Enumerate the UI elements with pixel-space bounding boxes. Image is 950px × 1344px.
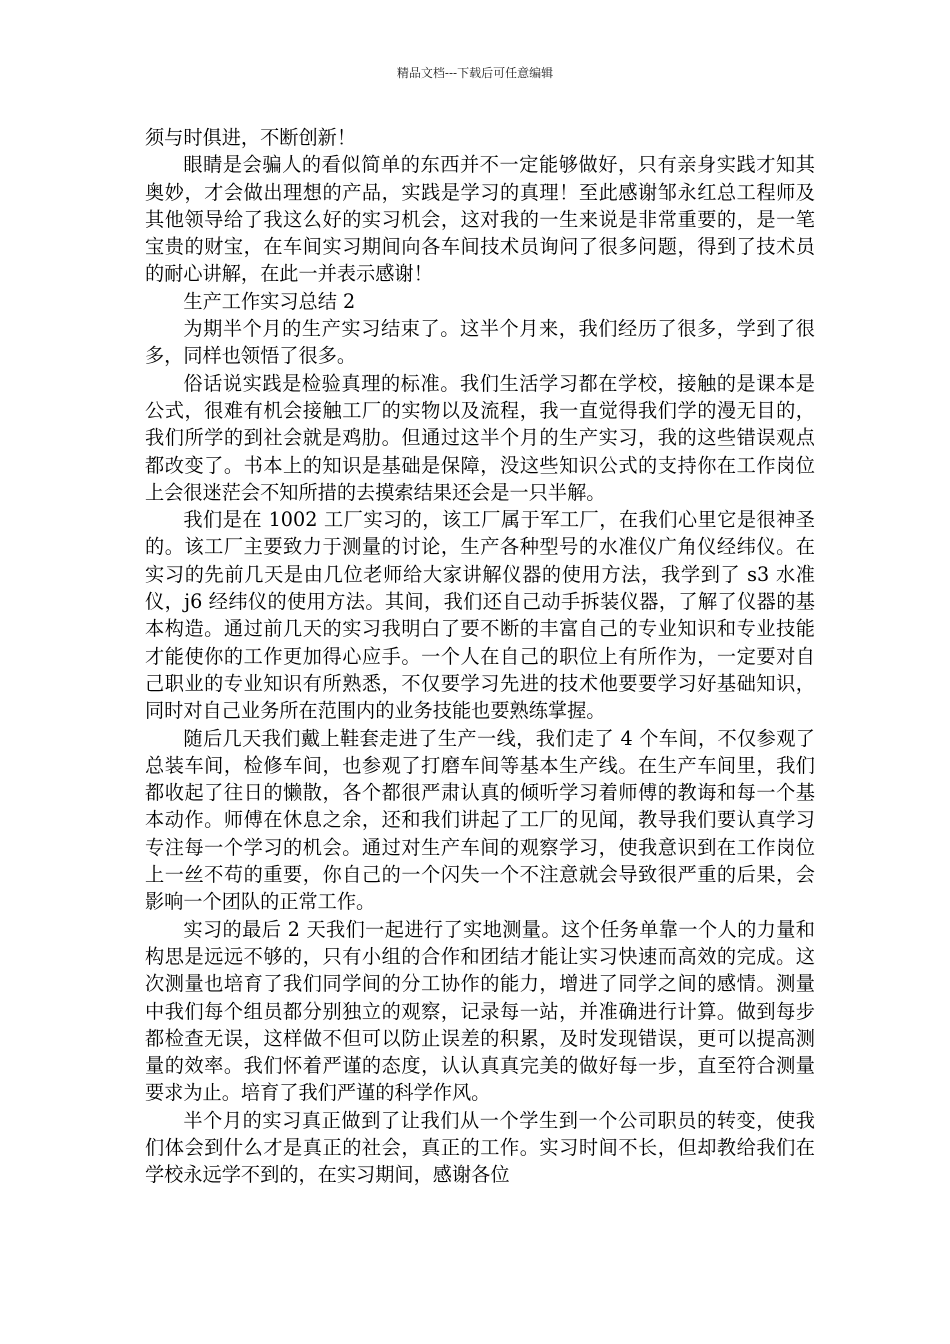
paragraph-workshop: 随后几天我们戴上鞋套走进了生产一线，我们走了 4 个车间，不仅参观了总装车间，检修车间，也参观了打磨车间等基本生产线。在生产车间里，我们都收起了往日的懒散，各个都很严肃认真的倾听学习着师傅的教诲和每一个基本动作。师傅在休息之余，还和我们讲起了工厂的见闻，教导我们要认真学习专注每一个学习的机会。通过对生产车间的观察学习，使我意识到在工作岗位上一丝不苟的重要，你自己的一个闪失一个不注意就会导致很严重的后果，会影响一个团队的正常工作。 [145,726,815,914]
paragraph-summary: 半个月的实习真正做到了让我们从一个学生到一个公司职员的转变，使我们体会到什么才是真正的社会，真正的工作。实习时间不长，但却教给我们在学校永远学不到的，在实习期间，感谢各位 [145,1108,815,1187]
page-header: 精品文档---下载后可任意编辑 [396,66,554,80]
paragraph-factory: 我们是在 1002 工厂实习的，该工厂属于军工厂，在我们心里它是很神圣的。该工厂主要致力于测量的讨论，生产各种型号的水准仪广角仪经纬仪。在实习的先前几天是由几位老师给大家讲解仪器的使用方法，我学到了 s3 水准仪，j6 经纬仪的使用方法。其间，我们还自己动手拆装仪器，了解了仪器的基本构造。通过前几天的实习我明白了要不断的丰富自己的专业知识和专业技能才能使你的工作更加得心应手。一个人在自己的职位上有所作为，一定要对自己职业的专业知识有所熟悉，不仅要学习先进的技术他要要学习好基础知识，同时对自己业务所在范围内的业务技能也要熟练掌握。 [145,508,815,723]
section-title: 生产工作实习总结 2 [183,289,356,313]
paragraph-continuation: 须与时俱进，不断创新！ [145,126,357,149]
paragraph-practice: 俗话说实践是检验真理的标准。我们生活学习都在学校，接触的是课本是公式，很难有机会接触工厂的实物以及流程，我一直觉得我们学的漫无目的，我们所学的到社会就是鸡肋。但通过这半个月的生产实习，我的这些错误观点都改变了。书本上的知识是基础是保障，没这些知识公式的支持你在工作岗位上会很迷茫会不知所措的去摸索结果还会是一只半解。 [145,371,815,504]
paragraph-intro: 为期半个月的生产实习结束了。这半个月来，我们经历了很多，学到了很多，同样也领悟了很多。 [145,317,815,368]
paragraph-survey: 实习的最后 2 天我们一起进行了实地测量。这个任务单靠一个人的力量和构思是远远不够的，只有小组的合作和团结才能让实习快速而高效的完成。这次测量也培育了我们同学间的分工协作的能力，增进了同学之间的感情。测量中我们每个组员都分别独立的观察，记录每一站，并准确进行计算。做到每步都检查无误，这样做不但可以防止误差的积累，及时发现错误，更可以提高测量的效率。我们怀着严谨的态度，认认真真完美的做好每一步，直至符合测量要求为止。培育了我们严谨的科学作风。 [145,917,815,1105]
document-body [145,124,815,1189]
paragraph-thanks: 眼睛是会骗人的看似简单的东西并不一定能够做好，只有亲身实践才知其奥妙，才会做出理想的产品，实践是学习的真理！至此感谢邹永红总工程师及其他领导给了我这么好的实习机会，这对我的一生来说是非常重要的，是一笔宝贵的财宝，在车间实习期间向各车间技术员询问了很多问题，得到了技术员的耐心讲解，在此一并表示感谢！ [145,153,815,286]
